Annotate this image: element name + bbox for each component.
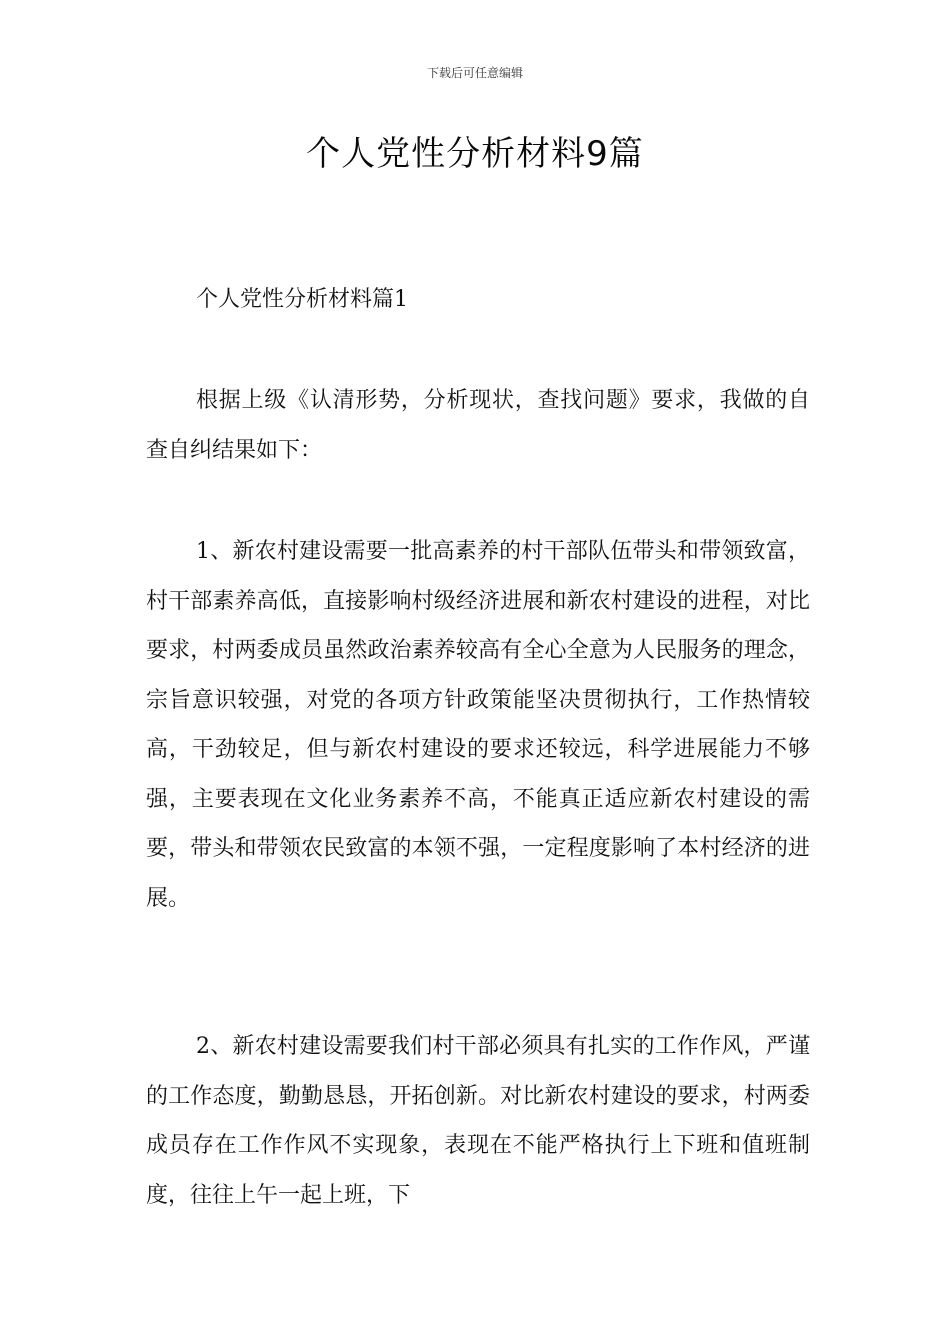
paragraph-item-1: 1、新农村建设需要一批高素养的村干部队伍带头和带领致富，村干部素养高低，直接影响村级经济进展和新农村建设的进程，对比要求，村两委成员虽然政治素养较高有全心全意为人民服务的理念，宗旨意识较强，对党的各项方针政策能坚决贯彻执行，工作热情较高，干劲较足，但与新农村建设的要求还较远，科学进展能力不够强，主要表现在文化业务素养不高，不能真正适应新农村建设的需要，带头和带领农民致富的本领不强，一定程度影响了本村经济的进展。	[146, 539, 810, 911]
section-heading: 个人党性分析材料篇1	[196, 287, 408, 312]
document-title: 个人党性分析材料9篇	[306, 134, 644, 174]
paragraph-intro: 根据上级《认清形势，分析现状，查找问题》要求，我做的自查自纠结果如下：	[146, 388, 810, 463]
paragraph-item-2: 2、新农村建设需要我们村干部必须具有扎实的工作作风，严谨的工作态度，勤勤恳恳，开拓创新。对比新农村建设的要求，村两委成员存在工作作风不实现象，表现在不能严格执行上下班和值班制度，往往上午一起上班，下	[146, 1034, 810, 1208]
download-note: 下载后可任意编辑	[426, 66, 523, 80]
